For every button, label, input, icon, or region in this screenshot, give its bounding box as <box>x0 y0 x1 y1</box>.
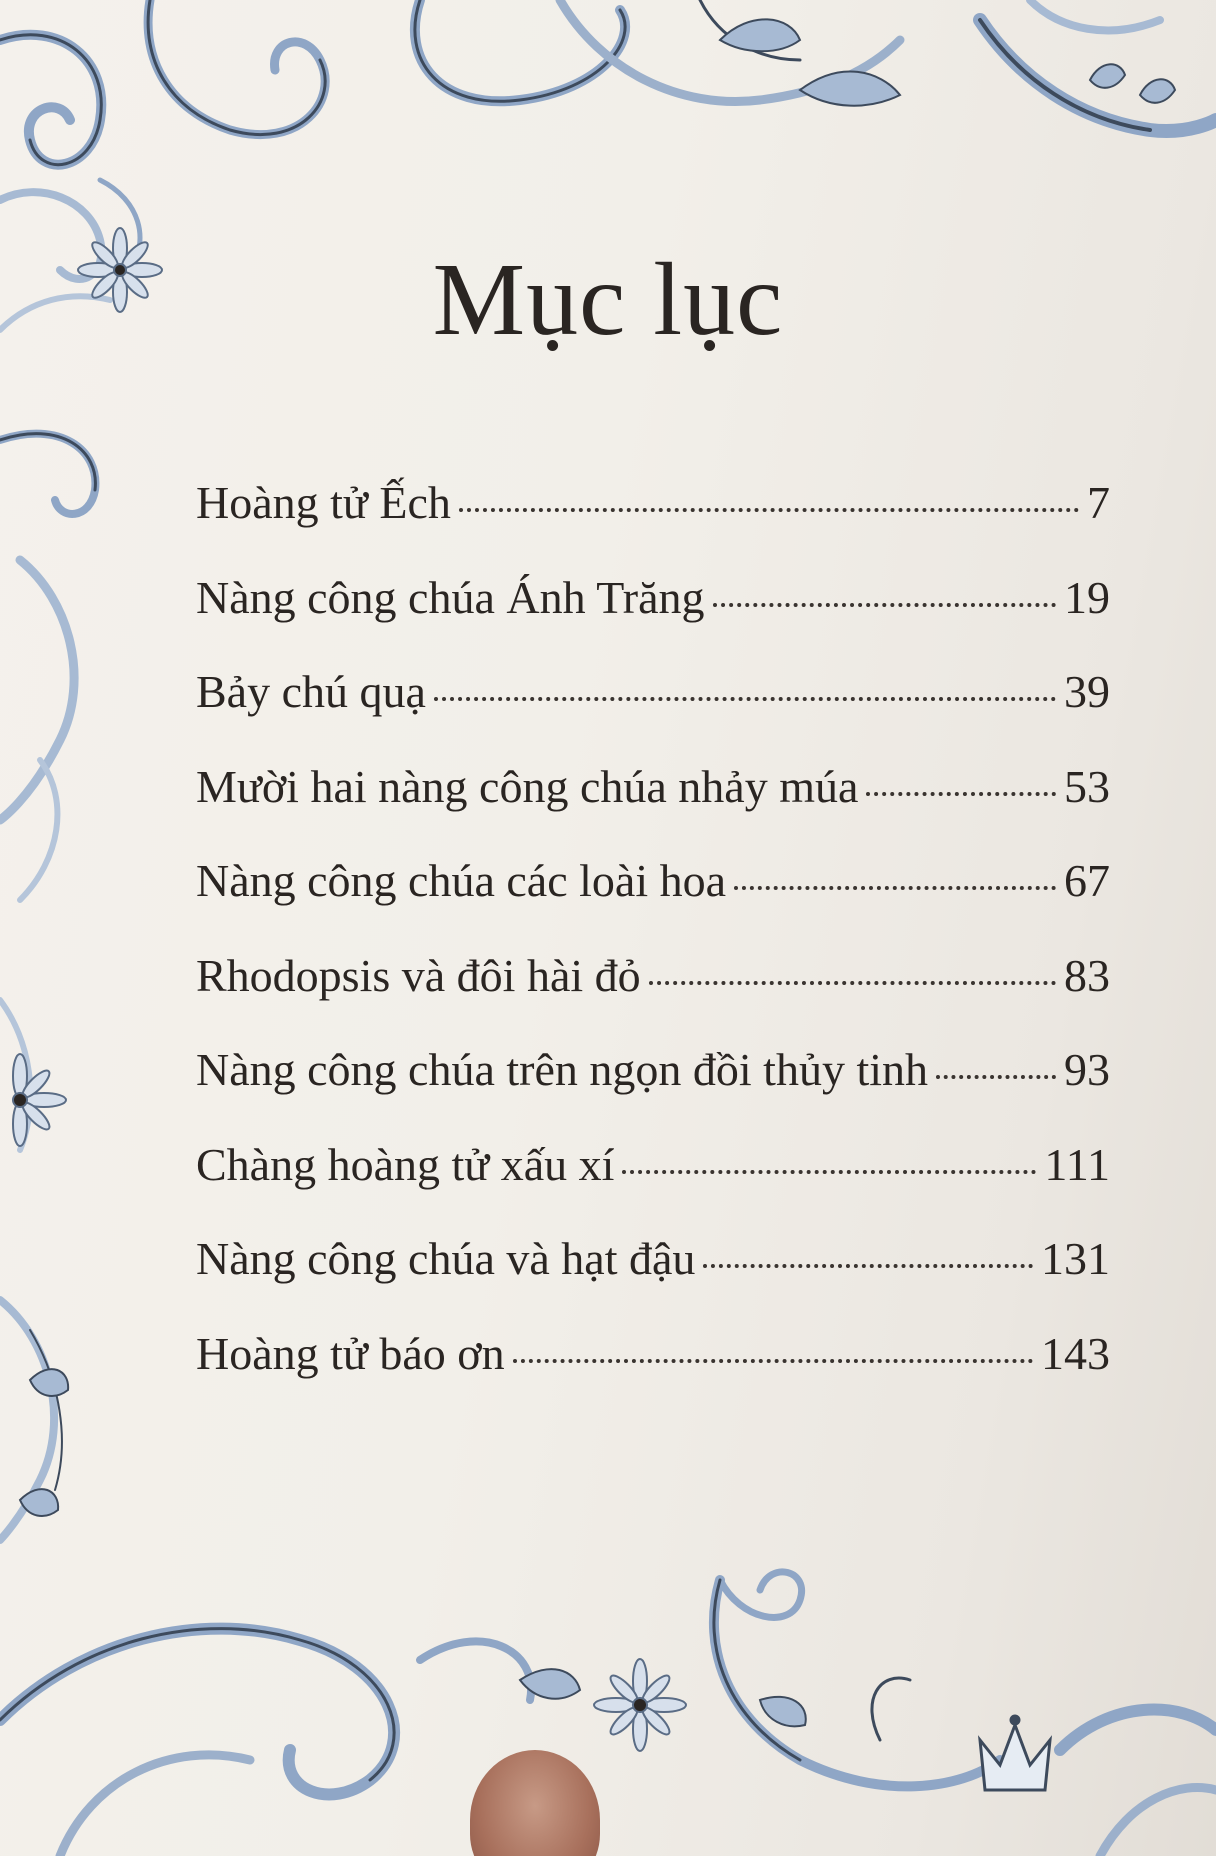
toc-entry-title: Hoàng tử Ếch <box>196 477 451 528</box>
dot-leader <box>622 1170 1036 1174</box>
table-of-contents <box>196 476 1110 1421</box>
toc-entry[interactable] <box>196 1138 1110 1233</box>
page-title: Mục lục <box>432 242 784 357</box>
dot-leader <box>459 508 1079 512</box>
toc-entry-page: 93 <box>1064 1044 1110 1095</box>
toc-entry-title: Nàng công chúa trên ngọn đồi thủy tinh <box>196 1044 929 1095</box>
toc-entry[interactable] <box>196 665 1110 760</box>
dot-leader <box>866 792 1056 796</box>
toc-entry[interactable] <box>196 1327 1110 1422</box>
crown-icon <box>980 1716 1050 1790</box>
toc-entry-page: 19 <box>1064 571 1110 623</box>
dot-leader <box>649 981 1056 985</box>
toc-entry-page: 131 <box>1041 1233 1110 1284</box>
toc-entry[interactable] <box>196 1232 1110 1327</box>
toc-entry-title: Mười hai nàng công chúa nhảy múa <box>196 760 859 812</box>
dot-leader <box>734 886 1056 890</box>
dot-leader <box>513 1359 1033 1363</box>
toc-entry-title: Hoàng tử báo ơn <box>196 1327 505 1379</box>
toc-entry-page: 39 <box>1064 666 1110 717</box>
toc-entry-page: 67 <box>1064 855 1110 906</box>
toc-entry[interactable] <box>196 571 1110 666</box>
toc-entry-title: Nàng công chúa và hạt đậu <box>196 1233 696 1284</box>
toc-entry-page: 111 <box>1044 1138 1110 1190</box>
toc-entry-page: 7 <box>1087 477 1110 528</box>
toc-entry[interactable] <box>196 1043 1110 1138</box>
toc-entry-title: Nàng công chúa Ánh Trăng <box>196 571 705 623</box>
toc-entry[interactable] <box>196 854 1110 949</box>
dot-leader <box>434 697 1056 701</box>
toc-entry-page: 143 <box>1041 1327 1110 1379</box>
toc-entry[interactable] <box>196 949 1110 1044</box>
toc-entry[interactable] <box>196 760 1110 855</box>
toc-entry-title: Chàng hoàng tử xấu xí <box>196 1138 615 1190</box>
toc-entry[interactable] <box>196 476 1110 571</box>
toc-entry-title: Nàng công chúa các loài hoa <box>196 855 727 906</box>
dot-leader <box>936 1075 1056 1079</box>
toc-entry-page: 83 <box>1064 949 1110 1001</box>
toc-entry-title: Rhodopsis và đôi hài đỏ <box>196 949 641 1001</box>
toc-entry-page: 53 <box>1064 760 1110 812</box>
dot-leader <box>713 603 1057 607</box>
toc-entry-title: Bảy chú quạ <box>196 666 426 717</box>
dot-leader <box>703 1264 1033 1268</box>
